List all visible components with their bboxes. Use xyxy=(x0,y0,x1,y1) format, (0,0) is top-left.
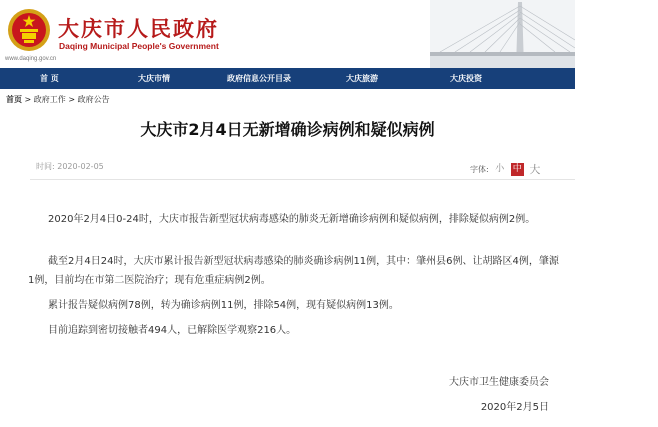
article-paragraph: 2020年2月4日0-24时，大庆市报告新型冠状病毒感染的肺炎无新增确诊病例和疑似病例，排除疑似病例2例。 xyxy=(48,214,536,225)
site-title[interactable]: 大庆市人民政府 xyxy=(58,16,219,41)
font-size-label: 字体: xyxy=(470,165,489,174)
nav-investment[interactable]: 大庆投资 xyxy=(450,74,482,83)
article-paragraph: 目前追踪到密切接触者494人，已解除医学观察216人。 xyxy=(48,325,297,336)
main-nav xyxy=(0,68,575,89)
article-paragraph: 累计报告疑似病例78例，转为确诊病例11例，排除54例，现有疑似病例13例。 xyxy=(48,300,399,311)
bridge-illustration xyxy=(430,0,575,68)
national-emblem-icon xyxy=(6,7,52,53)
breadcrumb-gov-work[interactable]: 政府工作 xyxy=(33,95,66,104)
publish-time-value: 2020-02-05 xyxy=(57,162,104,171)
article-signature: 大庆市卫生健康委员会 xyxy=(449,377,549,388)
font-large-button[interactable]: 大 xyxy=(529,163,541,176)
nav-home[interactable]: 首 页 xyxy=(40,74,59,83)
font-small-button[interactable]: 小 xyxy=(495,164,505,174)
page-margin xyxy=(575,0,658,427)
breadcrumb xyxy=(6,94,110,105)
site-header xyxy=(0,0,575,68)
site-subtitle: Daqing Municipal People's Government xyxy=(59,41,219,51)
breadcrumb-separator: > xyxy=(24,95,32,104)
breadcrumb-separator: > xyxy=(68,95,76,104)
breadcrumb-home[interactable]: 首页 xyxy=(6,95,22,104)
nav-tourism[interactable]: 大庆旅游 xyxy=(346,74,378,83)
site-url: www.daqing.gov.cn xyxy=(5,56,57,62)
publish-time xyxy=(36,161,104,172)
nav-city-profile[interactable]: 大庆市情 xyxy=(138,74,170,83)
article-paragraph: 截至2月4日24时，大庆市累计报告新型冠状病毒感染的肺炎确诊病例11例，其中：肇州县6例、让胡路区4例，肇源1例，目前均在市第二医院治疗；现有危重症病例2例。 xyxy=(28,256,559,286)
font-size-control xyxy=(470,163,541,176)
breadcrumb-gov-notice[interactable]: 政府公告 xyxy=(77,95,110,104)
divider xyxy=(30,179,575,180)
font-medium-button[interactable]: 中 xyxy=(512,164,522,174)
article-title: 大庆市2月4日无新增确诊病例和疑似病例 xyxy=(140,120,435,139)
article-date: 2020年2月5日 xyxy=(480,402,549,413)
nav-gov-info[interactable]: 政府信息公开目录 xyxy=(227,74,291,83)
publish-time-label: 时间: xyxy=(36,162,55,171)
